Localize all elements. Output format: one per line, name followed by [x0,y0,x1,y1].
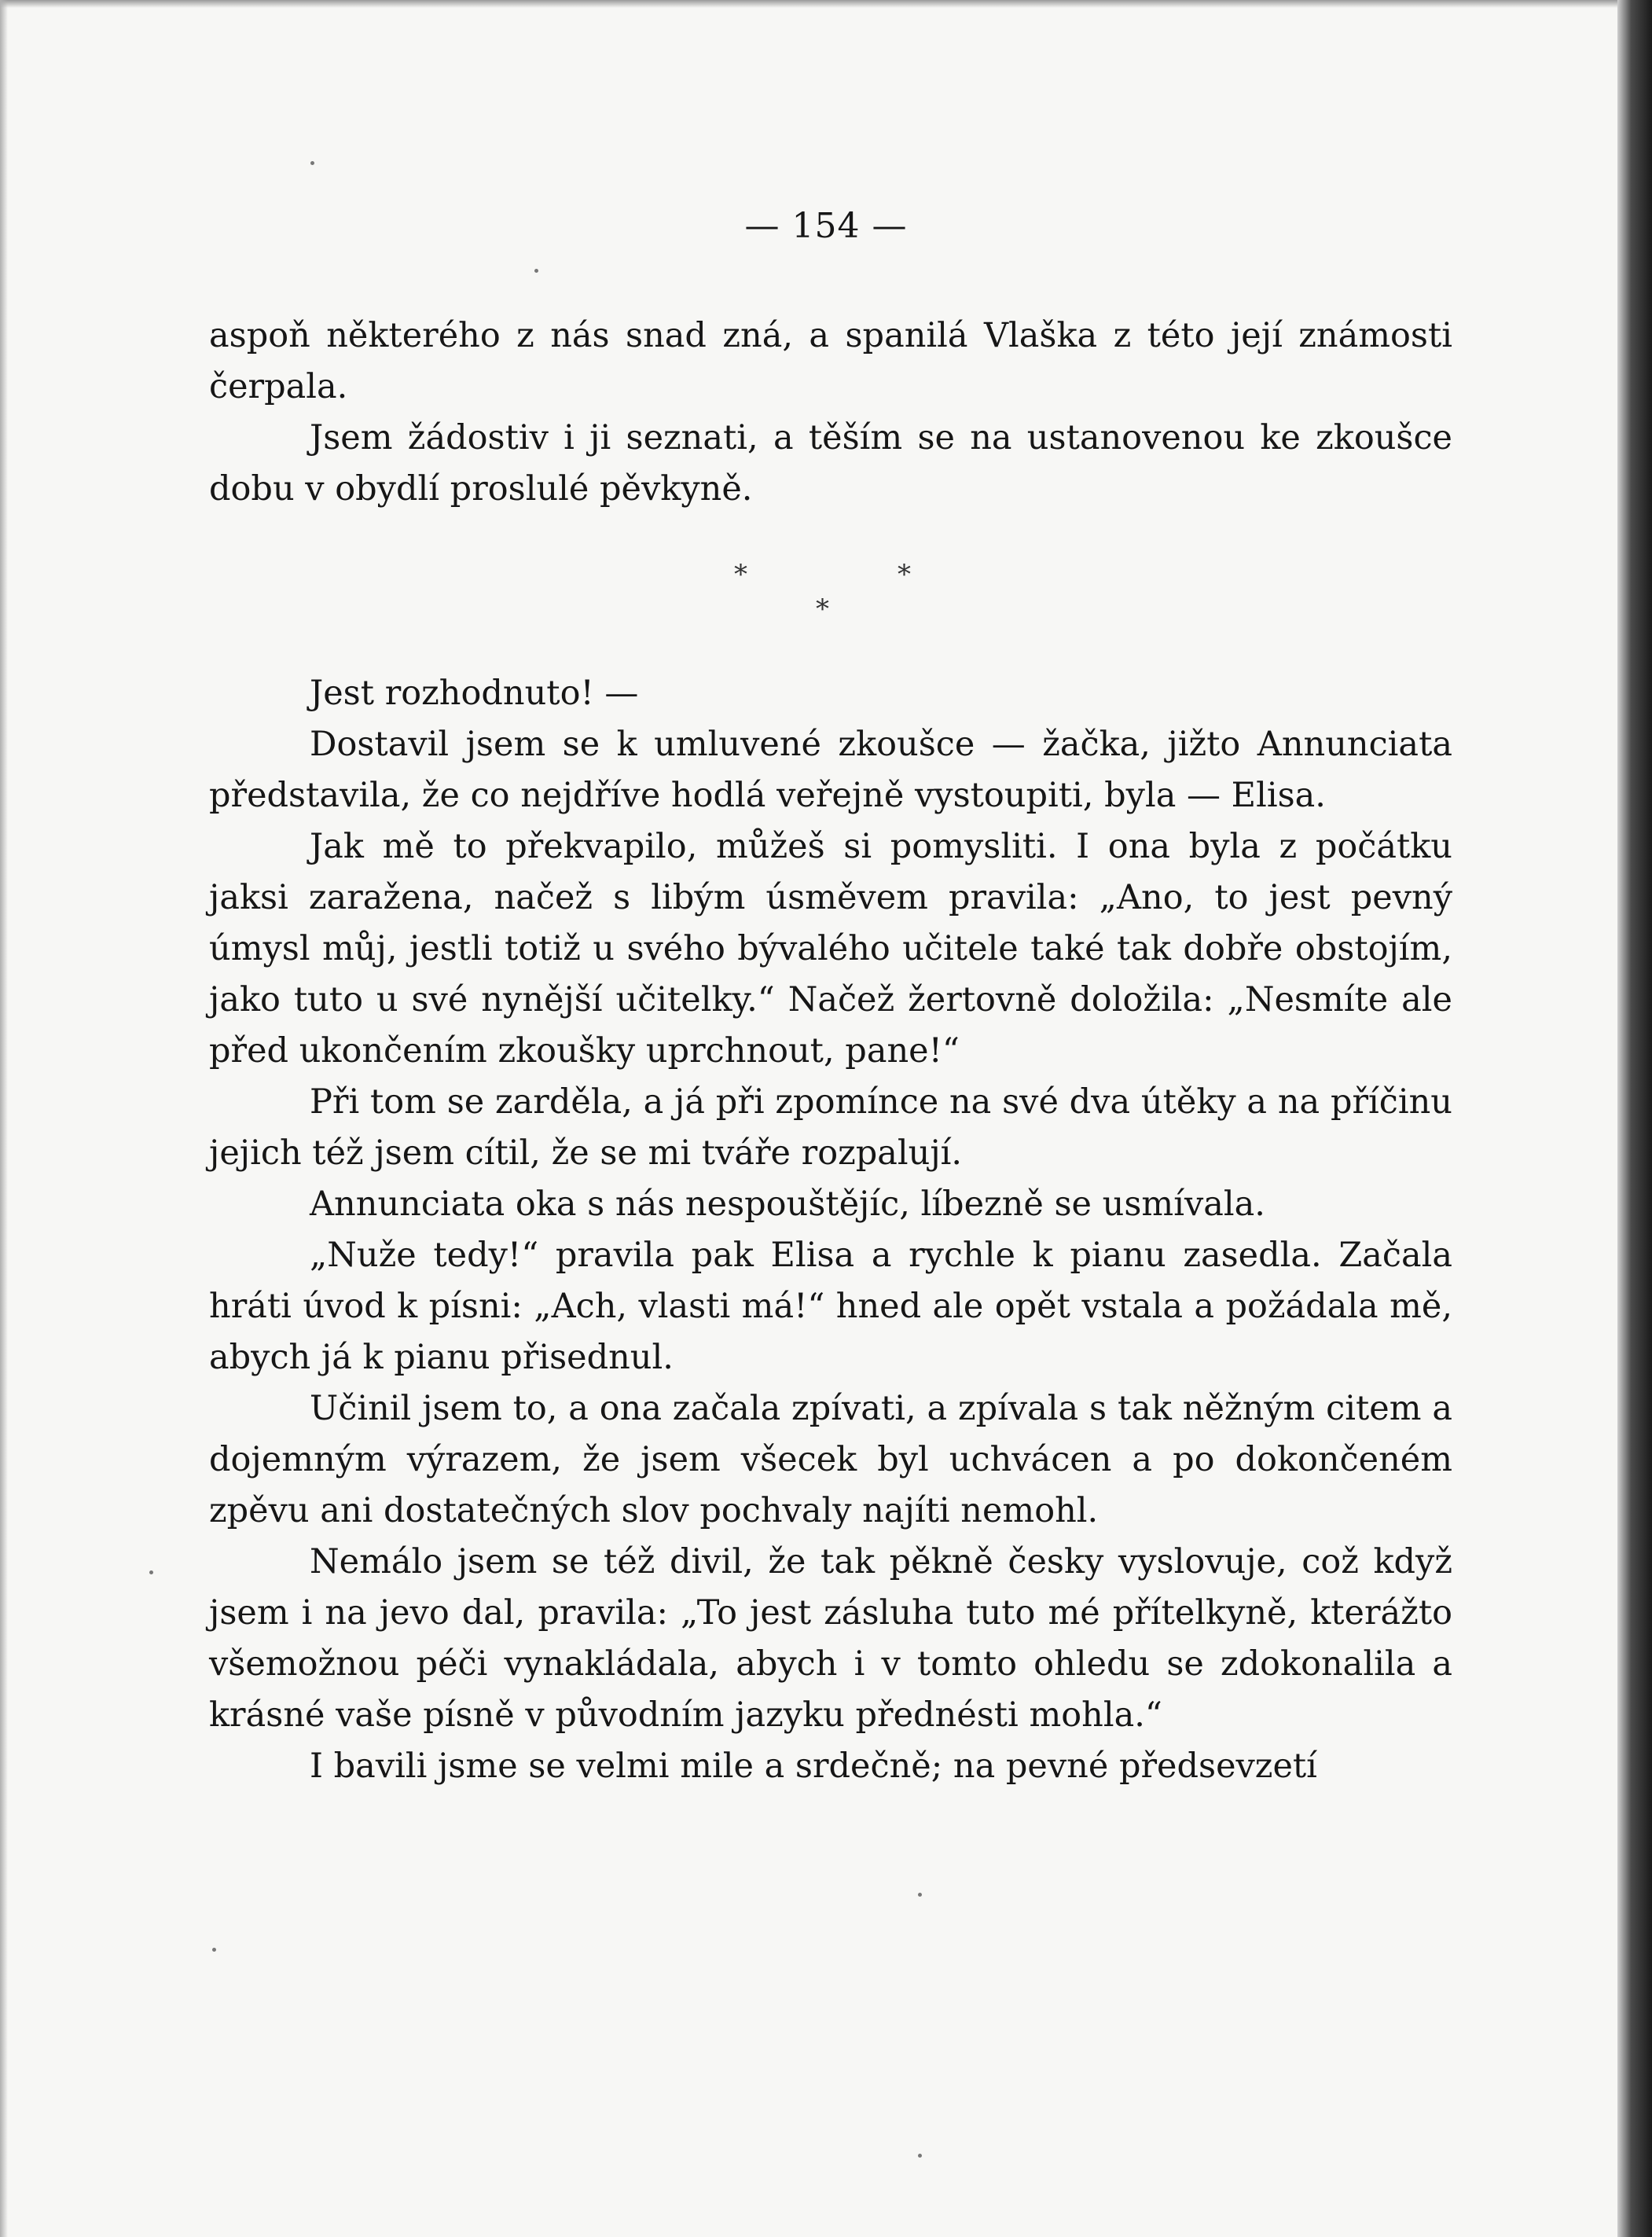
page-number: — 154 — [744,206,908,246]
print-speck [918,2154,922,2158]
print-speck [918,1893,922,1897]
asterisk-ornament: * [734,559,747,590]
paragraph: Jest rozhodnuto! — [310,674,639,713]
print-speck [149,1570,153,1574]
print-speck [534,269,538,273]
print-speck [310,161,314,165]
asterisk-ornament: * [816,593,829,625]
body-text [209,310,1452,1792]
section-break [209,515,1452,668]
scan-edge-top [0,0,1652,8]
asterisk-ornament: * [898,559,911,590]
scan-edge-left [0,0,8,2237]
scan-edge-right-shadow [1617,0,1652,2237]
paragraph: Učinil jsem to, a ona začala zpívati, a zpívala s tak něžným citem a dojemným výrazem, že jsem všecek byl uchvácen a po dokončeném zpěvu ani dostatečných slov pochvaly najíti nemohl. [209,1389,1452,1530]
paragraph: Jak mě to překvapilo, můžeš si pomysliti. I ona byla z počátku jaksi zaražena, načež s libým úsměvem pravila: „Ano, to jest pevný úmysl můj, jestli totiž u svého bývalého učitele také tak dobře obstojím, jako tuto u své nynější učitelky.“ Načež žertovně doložila: „Nesmíte ale před ukončením zkoušky uprchnout, pane!“ [209,827,1452,1071]
print-speck [212,1948,216,1952]
paragraph: Při tom se zarděla, a já při zpomínce na své dva útěky a na příčinu jejich též jsem cítil, že se mi tváře rozpalují. [209,1082,1452,1173]
paragraph: „Nuže tedy!“ pravila pak Elisa a rychle k pianu zasedla. Začala hráti úvod k písni: „Ach, vlasti má!“ hned ale opět vstala a požádala mě, abych já k pianu přisednul. [209,1236,1452,1377]
paragraph: Dostavil jsem se k umluvené zkoušce — žačka, jižto Annunciata představila, že co nejdříve hodlá veřejně vystoupiti, byla — Elisa. [209,725,1452,815]
paragraph: Jsem žádostiv i ji seznati, a těším se na ustanovenou ke zkoušce dobu v obydlí proslulé pěvkyně. [209,418,1452,509]
paragraph: aspoň některého z nás snad zná, a spanilá Vlaška z této její známosti čerpala. [209,316,1452,406]
paragraph: Nemálo jsem se též divil, že tak pěkně česky vyslovuje, což když jsem i na jevo dal, pravila: „To jest zásluha tuto mé přítelkyně, kterážto všemožnou péči vynakládala, abych i v tomto ohledu se zdokonalila a krásné vaše písně v původním jazyku přednésti mohla.“ [209,1542,1452,1735]
paragraph: I bavili jsme se velmi mile a srdečně; na pevné předsevzetí [310,1747,1317,1786]
paragraph: Annunciata oka s nás nespouštějíc, líbezně se usmívala. [310,1185,1265,1224]
